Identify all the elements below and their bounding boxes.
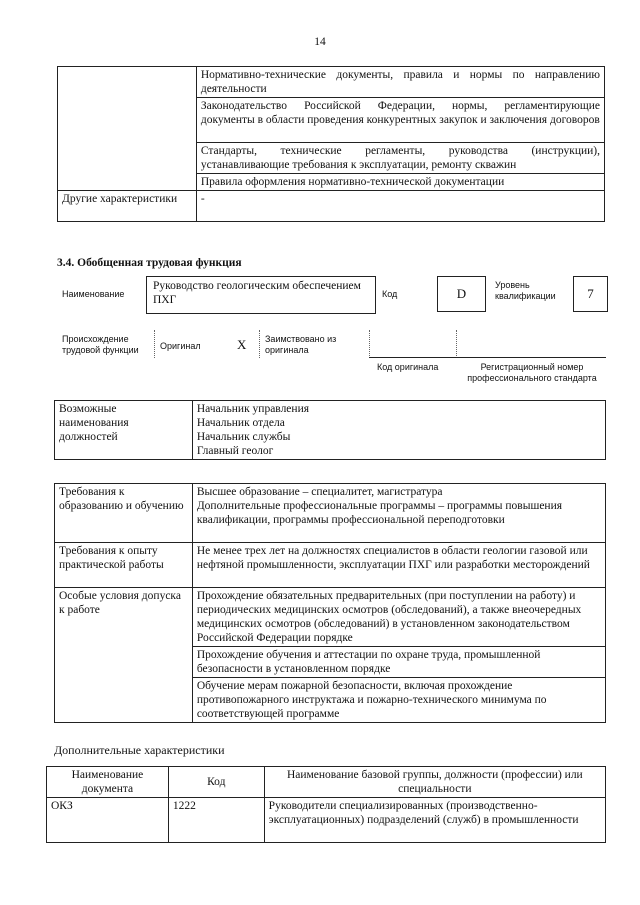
section-title: 3.4. Обобщенная трудовая функция bbox=[57, 257, 242, 269]
table-row bbox=[58, 67, 605, 98]
code-original-label: Код оригинала bbox=[377, 362, 439, 372]
list-item: Начальник службы bbox=[196, 431, 291, 443]
okz-name: Руководители специализированных (производственно-эксплуатационных) подразделений (служб) в промышленности bbox=[264, 798, 605, 843]
experience-value: Не менее трех лет на должностях специалистов в области геологии газовой или нефтяной промышленности, эксплуатации ПХГ или разработки месторождений bbox=[192, 543, 605, 588]
reg-number-label: Регистрационный номер профессионального стандарта bbox=[467, 362, 597, 383]
okz-doc: ОКЗ bbox=[47, 798, 169, 843]
list-item: Высшее образование – специалитет, магистратура bbox=[196, 486, 443, 498]
origin-label: Происхождение трудовой функции bbox=[62, 334, 139, 355]
positions-list bbox=[192, 401, 605, 460]
level-value: 7 bbox=[587, 286, 594, 301]
table-row bbox=[55, 484, 606, 543]
original-label: Оригинал bbox=[160, 341, 201, 351]
table-row bbox=[55, 401, 606, 460]
table-header-row bbox=[47, 767, 606, 798]
header-name: Наименование базовой группы, должности (профессии) или специальности bbox=[264, 767, 605, 798]
standards-cell: Стандарты, технические регламенты, руководства (инструкции), устанавливающие требования к эксплуатации, ремонту скважин bbox=[196, 143, 604, 174]
additional-table bbox=[46, 766, 606, 843]
table-row bbox=[55, 588, 606, 647]
okz-code: 1222 bbox=[168, 798, 264, 843]
top-table bbox=[57, 66, 605, 222]
education-label: Требования к образованию и обучению bbox=[55, 484, 193, 543]
table-row bbox=[47, 798, 606, 843]
list-item: Начальник управления bbox=[196, 403, 310, 415]
code-box bbox=[437, 276, 486, 312]
requirements-table bbox=[54, 483, 606, 723]
safety-cell: Прохождение обучения и аттестации по охране труда, промышленной безопасности в установленном порядке bbox=[192, 647, 605, 678]
special-label: Особые условия допуска к работе bbox=[55, 588, 193, 723]
empty-cell bbox=[58, 67, 197, 191]
original-mark: X bbox=[237, 337, 247, 352]
list-item: Начальник отдела bbox=[196, 417, 285, 429]
name-label: Наименование bbox=[62, 289, 125, 299]
experience-label: Требования к опыту практической работы bbox=[55, 543, 193, 588]
list-item: Главный геолог bbox=[196, 445, 274, 457]
list-item: Дополнительные профессиональные программы – программы повышения квалификации, программы профессиональной переподготовки bbox=[196, 500, 563, 526]
positions-label: Возможные наименования должностей bbox=[55, 401, 193, 460]
positions-table bbox=[54, 400, 606, 460]
norm-docs-cell: Нормативно-технические документы, правила и нормы по направлению деятельности bbox=[196, 67, 604, 98]
law-cell: Законодательство Российской Федерации, нормы, регламентирующие документы в области проведения конкурентных закупок и заключения договоров bbox=[196, 98, 604, 143]
level-label: Уровень квалификации bbox=[495, 280, 556, 301]
rules-cell: Правила оформления нормативно-технической документации bbox=[196, 174, 604, 191]
code-value: D bbox=[456, 286, 467, 301]
other-label: Другие характеристики bbox=[58, 191, 197, 222]
level-box bbox=[573, 276, 608, 312]
borrowed-label: Заимствовано из оригинала bbox=[265, 334, 337, 355]
name-value: Руководство геологическим обеспечением ПХГ bbox=[146, 276, 376, 314]
header-code: Код bbox=[168, 767, 264, 798]
table-row bbox=[55, 543, 606, 588]
table-row bbox=[58, 191, 605, 222]
medical-cell: Прохождение обязательных предварительных (при поступлении на работу) и периодических медицинских осмотров (обследований), а также внеочередных медицинских осмотров (обследований) в установленном законодательством Российской Федерации порядке bbox=[192, 588, 605, 647]
additional-title: Дополнительные характеристики bbox=[54, 743, 225, 757]
header-doc: Наименование документа bbox=[47, 767, 169, 798]
page-number: 14 bbox=[314, 36, 326, 48]
fire-safety-cell: Обучение мерам пожарной безопасности, включая прохождение противопожарного инструктажа и пожарно-технического минимума по соответствующей программе bbox=[192, 678, 605, 723]
code-label: Код bbox=[382, 289, 398, 299]
education-cell bbox=[192, 484, 605, 543]
other-value: - bbox=[196, 191, 604, 222]
